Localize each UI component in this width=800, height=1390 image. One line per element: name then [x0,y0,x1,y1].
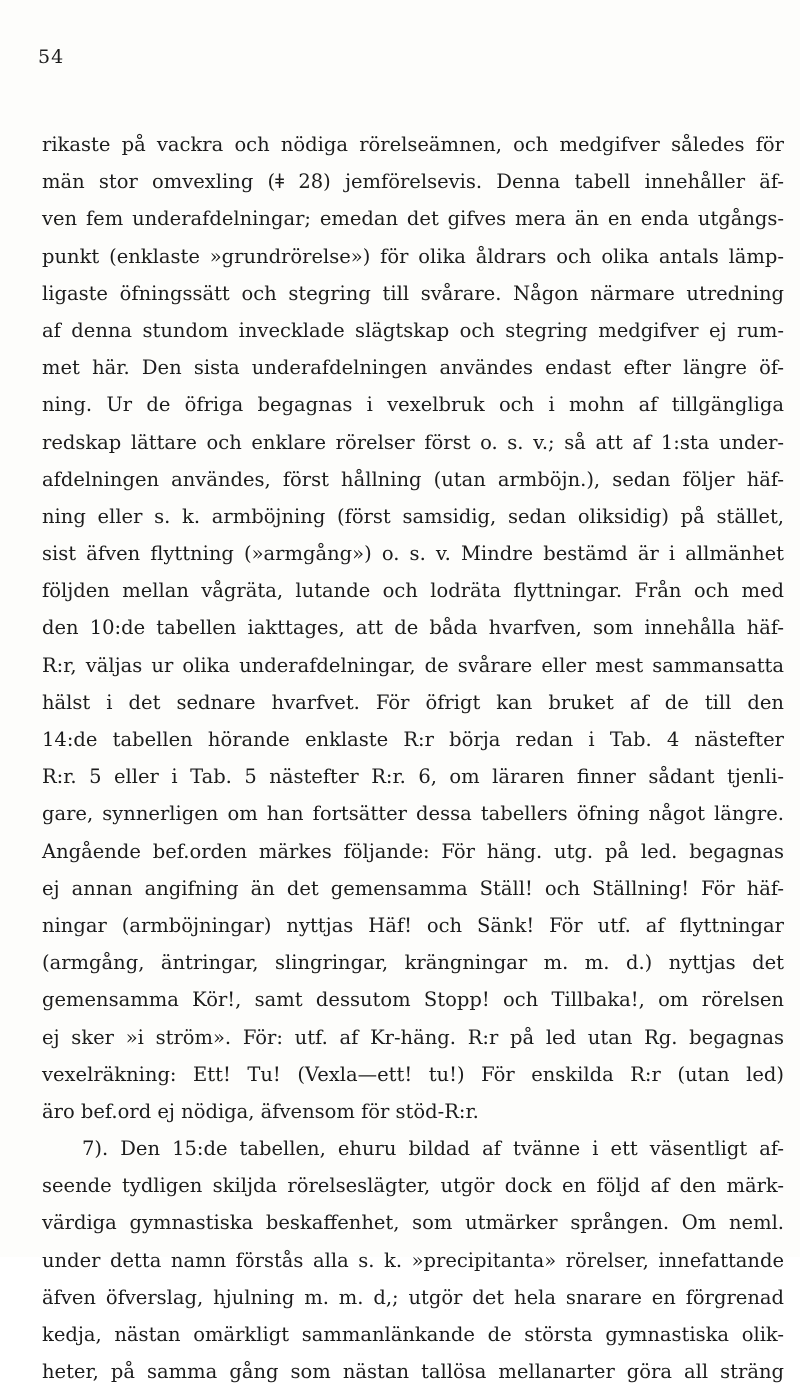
text-line: sist äfven flyttning (»armgång») o. s. v. Mindre bestämd är i allmänhet [42,542,784,566]
text-line: Angående bef.orden märkes följande: För häng. utg. på led. begagnas [42,839,784,863]
text-line: punkt (enklaste »grundrörelse») för olika åldrars och olika antals lämp- [42,244,784,268]
text-line: redskap lättare och enklare rörelser först o. s. v.; så att af 1:sta under- [42,430,784,454]
body-text [42,126,784,1390]
text-line: rikaste på vackra och nödiga rörelseämnen, och medgifver således för [42,133,784,156]
paragraph [42,1130,784,1390]
text-line: 7). Den 15:de tabellen, ehuru bildad af tvänne i ett väsentligt af- [82,1137,784,1161]
text-line: met här. Den sista underafdelningen användes endast efter längre öf- [42,356,784,380]
text-line: gemensamma Kör!, samt dessutom Stopp! och Tillbaka!, om rörelsen [42,988,784,1012]
text-line: värdiga gymnastiska beskaffenhet, som utmärker sprången. Om neml. [42,1211,784,1235]
text-line: ej annan angifning än det gemensamma Ställ! och Ställning! För häf- [42,876,784,900]
text-line: hälst i det sednare hvarfvet. För öfrigt kan bruket af de till den [42,690,784,714]
text-line: under detta namn förstås alla s. k. »precipitanta» rörelser, innefattande [42,1248,784,1272]
text-line: kedja, nästan omärkligt sammanlänkande de största gymnastiska olik- [42,1323,784,1346]
text-line: 14:de tabellen hörande enklaste R:r börja redan i Tab. 4 nästefter [42,728,784,751]
text-line: ej sker »i ström». För: utf. af Kr-häng. R:r på led utan Rg. begagnas [42,1025,784,1049]
text-line: gare, synnerligen om han fortsätter dessa tabellers öfning något längre. [42,802,784,826]
text-line: ning eller s. k. armböjning (först samsidig, sedan oliksidig) på stället, [42,504,784,528]
text-line: (armgång, äntringar, slingringar, krängningar m. m. d.) nyttjas det [42,951,784,975]
text-line: R:r. 5 eller i Tab. 5 nästefter R:r. 6, om läraren finner sådant tjenli- [42,765,784,789]
text-line: den 10:de tabellen iakttages, att de båda hvarfven, som innehålla häf- [42,616,784,640]
text-line: ning. Ur de öfriga begagnas i vexelbruk och i mohn af tillgängliga [42,393,784,417]
paragraph [42,126,784,1130]
text-line: af denna stundom invecklade slägtskap och stegring medgifver ej rum- [42,318,784,342]
text-line: ven fem underafdelningar; emedan det gifves mera än en enda utgångs- [42,207,784,231]
text-line: seende tydligen skiljda rörelseslägter, utgör dock en följd af den märk- [42,1174,784,1198]
text-line: följden mellan vågräta, lutande och lodräta flyttningar. Från och med [42,579,784,603]
text-line: ligaste öfningssätt och stegring till svårare. Någon närmare utredning [42,281,784,305]
text-line: män stor omvexling (ǂ 28) jemförelsevis. Denna tabell innehåller äf- [42,170,784,194]
text-line: äro bef.ord ej nödiga, äfvensom för stöd-R:r. [42,1099,479,1123]
page-number: 54 [38,46,65,68]
text-line: afdelningen användes, först hållning (utan armböjn.), sedan följer häf- [42,467,784,491]
text-line: R:r, väljas ur olika underafdelningar, de svårare eller mest sammansatta [42,653,784,677]
text-line: heter, på samma gång som nästan tallösa mellanarter göra all sträng [42,1360,784,1384]
text-line: ningar (armböjningar) nyttjas Häf! och Sänk! För utf. af flyttningar [42,913,784,937]
text-line: vexelräkning: Ett! Tu! (Vexla—ett! tu!) För enskilda R:r (utan led) [42,1062,784,1086]
text-line: äfven öfverslag, hjulning m. m. d,; utgör det hela snarare en förgrenad [42,1285,784,1309]
